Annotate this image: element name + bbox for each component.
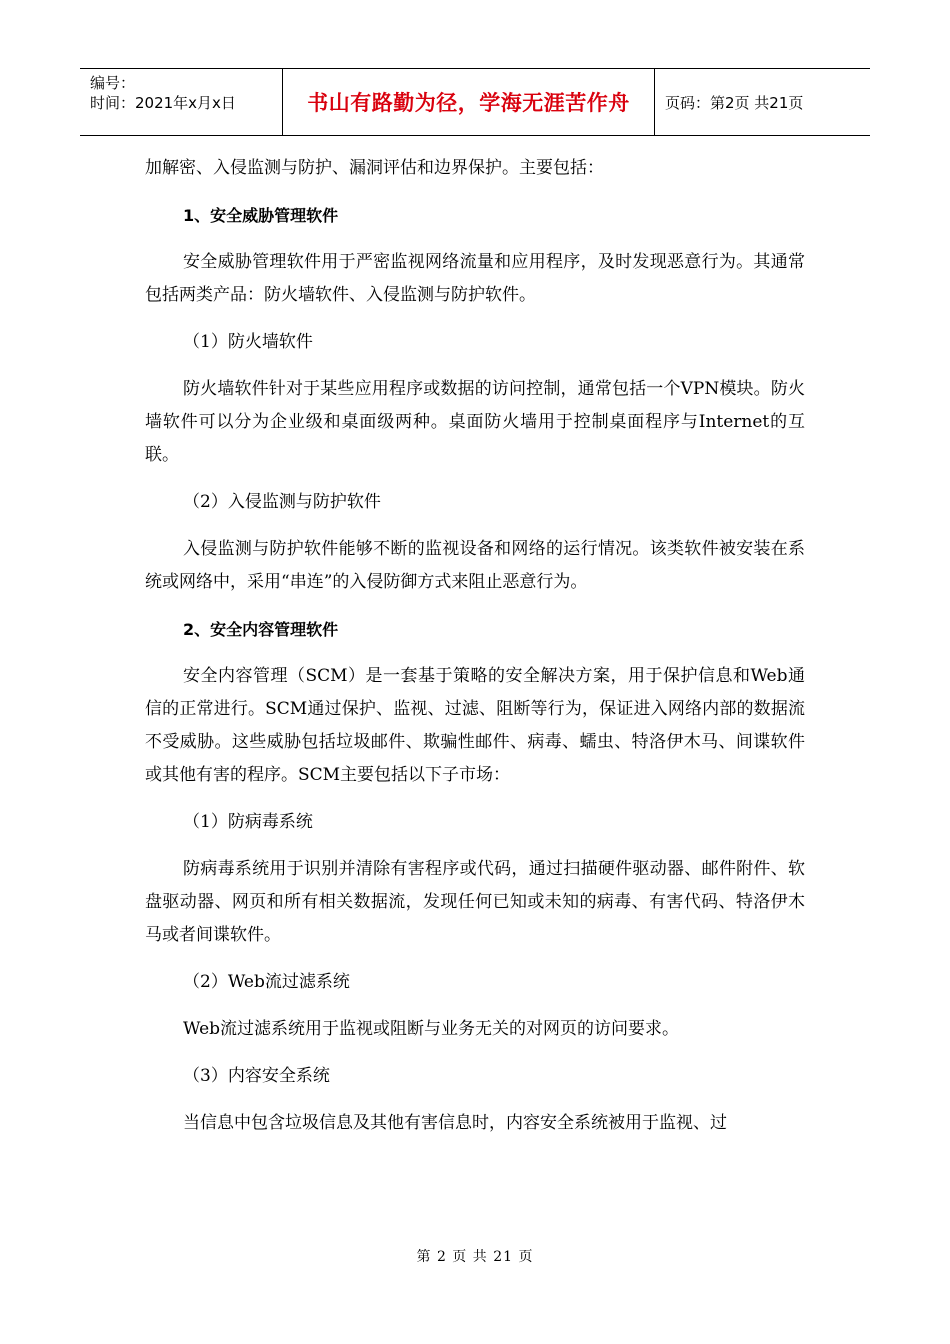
document-number-label: 编号： xyxy=(90,74,136,92)
subheading-intrusion-detection: （2）入侵监测与防护软件 xyxy=(183,492,381,512)
document-body xyxy=(145,152,805,1140)
paragraph-threat-management: 安全威胁管理软件用于严密监视网络流量和应用程序，及时发现恶意行为。其通常包括两类产品：防火墙软件、入侵监测与防护软件。 xyxy=(145,252,805,305)
subheading-firewall: （1）防火墙软件 xyxy=(183,332,313,352)
paragraph-content-management: 安全内容管理（SCM）是一套基于策略的安全解决方案，用于保护信息和Web通信的正常进行。SCM通过保护、监视、过滤、阻断等行为，保证进入网络内部的数据流不受威胁。这些威胁包括垃圾邮件、欺骗性邮件、病毒、蠕虫、特洛伊木马、间谍软件或其他有害的程序。SCM主要包括以下子市场： xyxy=(145,666,805,785)
paragraph-antivirus: 防病毒系统用于识别并清除有害程序或代码，通过扫描硬件驱动器、邮件附件、软盘驱动器、网页和所有相关数据流，发现任何已知或未知的病毒、有害代码、特洛伊木马或者间谍软件。 xyxy=(145,859,805,945)
paragraph-firewall: 防火墙软件针对于某些应用程序或数据的访问控制，通常包括一个VPN模块。防火墙软件可以分为企业级和桌面级两种。桌面防火墙用于控制桌面程序与Internet的互联。 xyxy=(145,379,805,465)
header-meta-cell xyxy=(80,69,283,135)
section-heading-threat-management: 1、安全威胁管理软件 xyxy=(183,206,339,225)
header-motto: 书山有路勤为径，学海无涯苦作舟 xyxy=(283,69,655,135)
page-header xyxy=(80,68,870,136)
paragraph-web-filter: Web流过滤系统用于监视或阻断与业务无关的对网页的访问要求。 xyxy=(183,1019,680,1039)
subheading-web-filter: （2）Web流过滤系统 xyxy=(183,972,350,992)
subheading-content-security: （3）内容安全系统 xyxy=(183,1066,330,1086)
subheading-antivirus: （1）防病毒系统 xyxy=(183,812,313,832)
paragraph-intro: 加解密、入侵监测与防护、漏洞评估和边界保护。主要包括： xyxy=(145,158,604,178)
paragraph-intrusion-detection: 入侵监测与防护软件能够不断的监视设备和网络的运行情况。该类软件被安装在系统或网络中，采用“串连”的入侵防御方式来阻止恶意行为。 xyxy=(145,539,805,592)
page-footer: 第 2 页 共 21 页 xyxy=(416,1249,534,1265)
header-page-info: 页码：第2页 共21页 xyxy=(665,93,804,112)
paragraph-content-security: 当信息中包含垃圾信息及其他有害信息时，内容安全系统被用于监视、过 xyxy=(183,1113,727,1133)
section-heading-content-management: 2、安全内容管理软件 xyxy=(183,620,339,639)
document-date: 时间：2021年x月x日 xyxy=(90,94,236,112)
